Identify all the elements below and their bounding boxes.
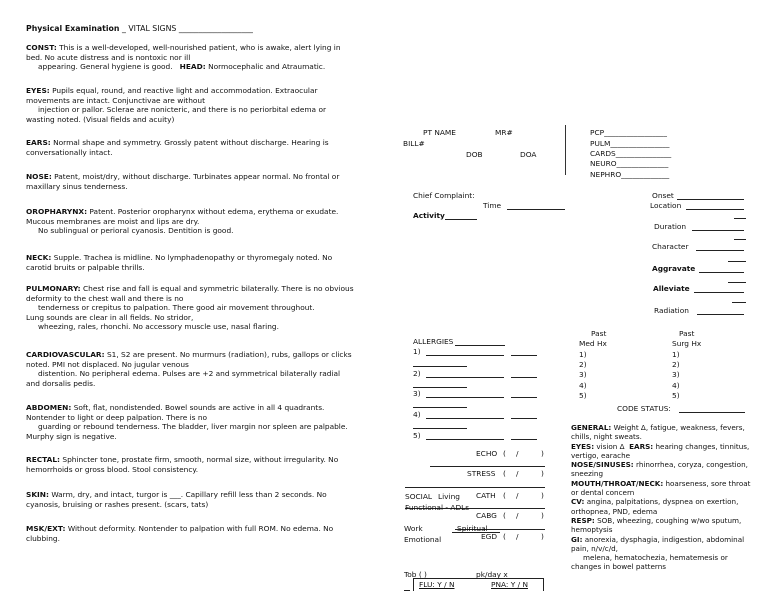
character-line[interactable] xyxy=(696,250,744,251)
past-med-hx-label-1: Past xyxy=(591,329,607,338)
allergy-3-reaction-line[interactable] xyxy=(511,397,537,398)
onset-label: Onset xyxy=(652,191,674,200)
doa-label: DOA xyxy=(520,150,537,159)
allergy-3-label: 3) xyxy=(413,389,421,398)
allergy-1-reaction-line[interactable] xyxy=(511,355,537,356)
living-label: Living xyxy=(438,492,460,501)
egd-slash: / xyxy=(516,532,519,541)
allergy-5-reaction-line[interactable] xyxy=(511,439,537,440)
onset-line[interactable] xyxy=(677,199,744,200)
surg-hx-4: 4) xyxy=(672,381,680,390)
emotional-label: Emotional xyxy=(404,535,442,544)
alleviate-label: Alleviate xyxy=(653,284,690,293)
allergies-line[interactable] xyxy=(455,345,505,346)
time-line[interactable] xyxy=(507,209,565,210)
pna-vaccine-field[interactable]: PNA: Y / N xyxy=(491,580,528,589)
allergy-2-reaction-line[interactable] xyxy=(511,377,537,378)
egd-label: EGD xyxy=(481,532,498,541)
location-line-2[interactable] xyxy=(734,218,746,219)
neuro-field[interactable]: NEURO______________ xyxy=(590,159,669,168)
nephro-field[interactable]: NEPHRO_____________ xyxy=(590,170,670,179)
duration-line[interactable] xyxy=(692,230,744,231)
chief-complaint-label: Chief Complaint: xyxy=(413,191,475,200)
med-hx-2: 2) xyxy=(579,360,587,369)
neck-paragraph: NECK: Supple. Trachea is midline. No lymphadenopathy or thyromegaly noted. No carotid bruits or palpable thrills. xyxy=(26,253,333,272)
med-hx-1: 1) xyxy=(579,350,587,359)
allergies-label: ALLERGIES xyxy=(413,337,454,346)
echo-close: ) xyxy=(541,449,544,458)
nose-paragraph: NOSE: Patent, moist/dry, without discharge. Turbinates appear normal. No frontal or maxillary sinus tenderness. xyxy=(26,172,340,191)
ears-paragraph: EARS: Normal shape and symmetry. Grossly patent without discharge. Hearing is conversationally intact. xyxy=(26,138,329,157)
code-status-label: CODE STATUS: xyxy=(617,404,671,413)
cath-open: ( xyxy=(503,491,506,500)
allergy-2-label: 2) xyxy=(413,369,421,378)
work-label: Work xyxy=(404,524,423,533)
pcp-field[interactable]: PCP_________________ xyxy=(590,128,667,137)
code-status-line[interactable] xyxy=(679,412,745,413)
aggravate-label: Aggravate xyxy=(652,264,696,273)
allergy-2-line-2[interactable] xyxy=(413,387,467,388)
mr-label: MR# xyxy=(495,128,513,137)
radiation-label: Radiation xyxy=(654,306,689,315)
tobacco-label: Tob ( ) xyxy=(404,570,427,579)
time-label: Time xyxy=(483,201,502,210)
past-surg-hx-label-2: Surg Hx xyxy=(672,339,702,348)
cabg-slash: / xyxy=(516,511,519,520)
bill-label: BILL# xyxy=(403,139,425,148)
cath-close: ) xyxy=(541,491,544,500)
pt-name-label: PT NAME xyxy=(423,128,456,137)
vaccine-top-border xyxy=(413,578,543,579)
med-hx-4: 4) xyxy=(579,381,587,390)
character-label: Character xyxy=(652,242,689,251)
egd-open: ( xyxy=(503,532,506,541)
activity-line[interactable] xyxy=(445,219,477,220)
allergy-2-line[interactable] xyxy=(426,377,504,378)
cabg-open: ( xyxy=(503,511,506,520)
character-line-2[interactable] xyxy=(728,261,746,262)
med-hx-3: 3) xyxy=(579,370,587,379)
egd-close: ) xyxy=(541,532,544,541)
social-label: SOCIAL xyxy=(405,492,433,501)
allergy-4-label: 4) xyxy=(413,410,421,419)
pulm-field[interactable]: PULM________________ xyxy=(590,139,670,148)
allergy-1-line-2[interactable] xyxy=(413,366,467,367)
echo-slash: / xyxy=(516,449,519,458)
cath-slash: / xyxy=(516,491,519,500)
location-line[interactable] xyxy=(686,209,744,210)
surg-hx-2: 2) xyxy=(672,360,680,369)
eyes-paragraph: EYES: Pupils equal, round, and reactive light and accommodation. Extraocular movements are intact. Conjunctivae are without injection or pallor. Sclerae are nonicteric, and there is no periorbital edema or wasting noted. (Visual fields and acuity) xyxy=(26,86,326,124)
allergy-3-line-2[interactable] xyxy=(413,407,467,408)
spiritual-line[interactable] xyxy=(452,532,500,533)
dob-label: DOB xyxy=(466,150,483,159)
stress-open: ( xyxy=(503,469,506,478)
review-of-systems: GENERAL: Weight Δ, fatigue, weakness, fevers, chills, night sweats. EYES: vision Δ EARS: hearing changes, tinnitus, vertigo, earache NOSE/SINUSES: rhinorrhea, coryza, congestion, sneezing MOUTH/THROAT/NECK: hoarseness, sore throat or dental concern CV: angina, palpitations, dyspnea on exertion, orthopnea, PND, edema RESP: SOB, wheezing, coughing w/wo sputum, hemoptysis GI: anorexia, dysphagia, indigestion, abdominal pain, n/v/c/d, melena, hematochezia, hematemesis or changes in bowel patterns xyxy=(571,423,751,572)
skin-paragraph: SKIN: Warm, dry, and intact, turgor is ___. Capillary refill less than 2 seconds. No cyanosis, bruising or rashes present. (scars, tats) xyxy=(26,490,327,509)
stress-slash: / xyxy=(516,469,519,478)
vaccine-prefix-line xyxy=(404,590,410,591)
const-paragraph: CONST: This is a well-developed, well-nourished patient, who is awake, alert lying in bed. No acute distress and is nontoxic nor ill appearing. General hygiene is good. HEAD: Normocephalic and Atraumatic. xyxy=(26,43,341,72)
cards-field[interactable]: CARDS_______________ xyxy=(590,149,672,158)
allergy-4-line[interactable] xyxy=(426,418,504,419)
msk-paragraph: MSK/EXT: Without deformity. Nontender to palpation with full ROM. No edema. No clubbing. xyxy=(26,524,334,543)
cardiovascular-paragraph: CARDIOVASCULAR: S1, S2 are present. No murmurs (radiation), rubs, gallops or clicks noted. PMI not displaced. No jugular venous distention. No peripheral edema. Pulses are +2 and symmetrical bilaterally radial and dorsalis pedis. xyxy=(26,350,352,388)
pulmonary-paragraph: PULMONARY: Chest rise and fall is equal and symmetric bilaterally. There is no obvious deformity to the chest wall and there is no tenderness or crepitus to palpation. There good air movement throughout. Lung sounds are clear in all fields. No stridor, wheezing, rales, rhonchi. No accessory muscle use, nasal flaring. xyxy=(26,284,354,332)
vaccine-left-border xyxy=(413,578,414,591)
duration-line-2[interactable] xyxy=(734,239,746,240)
cabg-close: ) xyxy=(541,511,544,520)
surg-hx-3: 3) xyxy=(672,370,680,379)
alleviate-line[interactable] xyxy=(694,292,744,293)
rectal-paragraph: RECTAL: Sphincter tone, prostate firm, smooth, normal size, without irregularity. No hemorrhoids or gross blood. Stool consistency. xyxy=(26,455,339,474)
vaccine-right-border xyxy=(543,578,544,591)
activity-label: Activity xyxy=(413,211,445,220)
abdomen-paragraph: ABDOMEN: Soft, flat, nondistended. Bowel sounds are active in all 4 quadrants. Nontender to light or deep palpation. There is no guarding or rebound tenderness. The bladder, liver margin nor spleen are palpable. Murphy sign is negative. xyxy=(26,403,348,441)
aggravate-line-2[interactable] xyxy=(728,282,746,283)
echo-label: ECHO xyxy=(476,449,498,458)
allergy-4-reaction-line[interactable] xyxy=(511,418,537,419)
echo-open: ( xyxy=(503,449,506,458)
allergy-1-line[interactable] xyxy=(426,355,504,356)
allergy-3-line[interactable] xyxy=(426,397,504,398)
oropharynx-paragraph: OROPHARYNX: Patent. Posterior oropharynx without edema, erythema or exudate. Mucous membranes are moist and lips are dry. No sublingual or perioral cyanosis. Dentition is good. xyxy=(26,207,339,236)
allergy-4-line-2[interactable] xyxy=(413,428,467,429)
alleviate-line-2[interactable] xyxy=(732,302,746,303)
surg-hx-1: 1) xyxy=(672,350,680,359)
allergy-1-label: 1) xyxy=(413,347,421,356)
location-label: Location xyxy=(650,201,682,210)
aggravate-line[interactable] xyxy=(699,272,744,273)
past-med-hx-label-2: Med Hx xyxy=(579,339,607,348)
stress-label: STRESS xyxy=(467,469,496,478)
cabg-label: CABG xyxy=(476,511,497,520)
spiritual-label: Spiritual xyxy=(457,524,488,533)
past-surg-hx-label-1: Past xyxy=(679,329,695,338)
stress-close: ) xyxy=(541,469,544,478)
cath-label: CATH xyxy=(476,491,496,500)
echo-line[interactable] xyxy=(430,466,545,467)
allergy-5-line[interactable] xyxy=(426,439,504,440)
duration-label: Duration xyxy=(654,222,687,231)
surg-hx-5: 5) xyxy=(672,391,680,400)
flu-vaccine-field[interactable]: FLU: Y / N xyxy=(419,580,455,589)
med-hx-5: 5) xyxy=(579,391,587,400)
radiation-line[interactable] xyxy=(697,314,744,315)
stress-line[interactable] xyxy=(405,487,545,488)
functional-adls-label: Functional - ADLs xyxy=(405,503,470,512)
exam-heading: Physical Examination _ VITAL SIGNS ___________________ xyxy=(26,24,253,33)
allergy-5-label: 5) xyxy=(413,431,421,440)
pk-day-label: pk/day x xyxy=(476,570,508,579)
